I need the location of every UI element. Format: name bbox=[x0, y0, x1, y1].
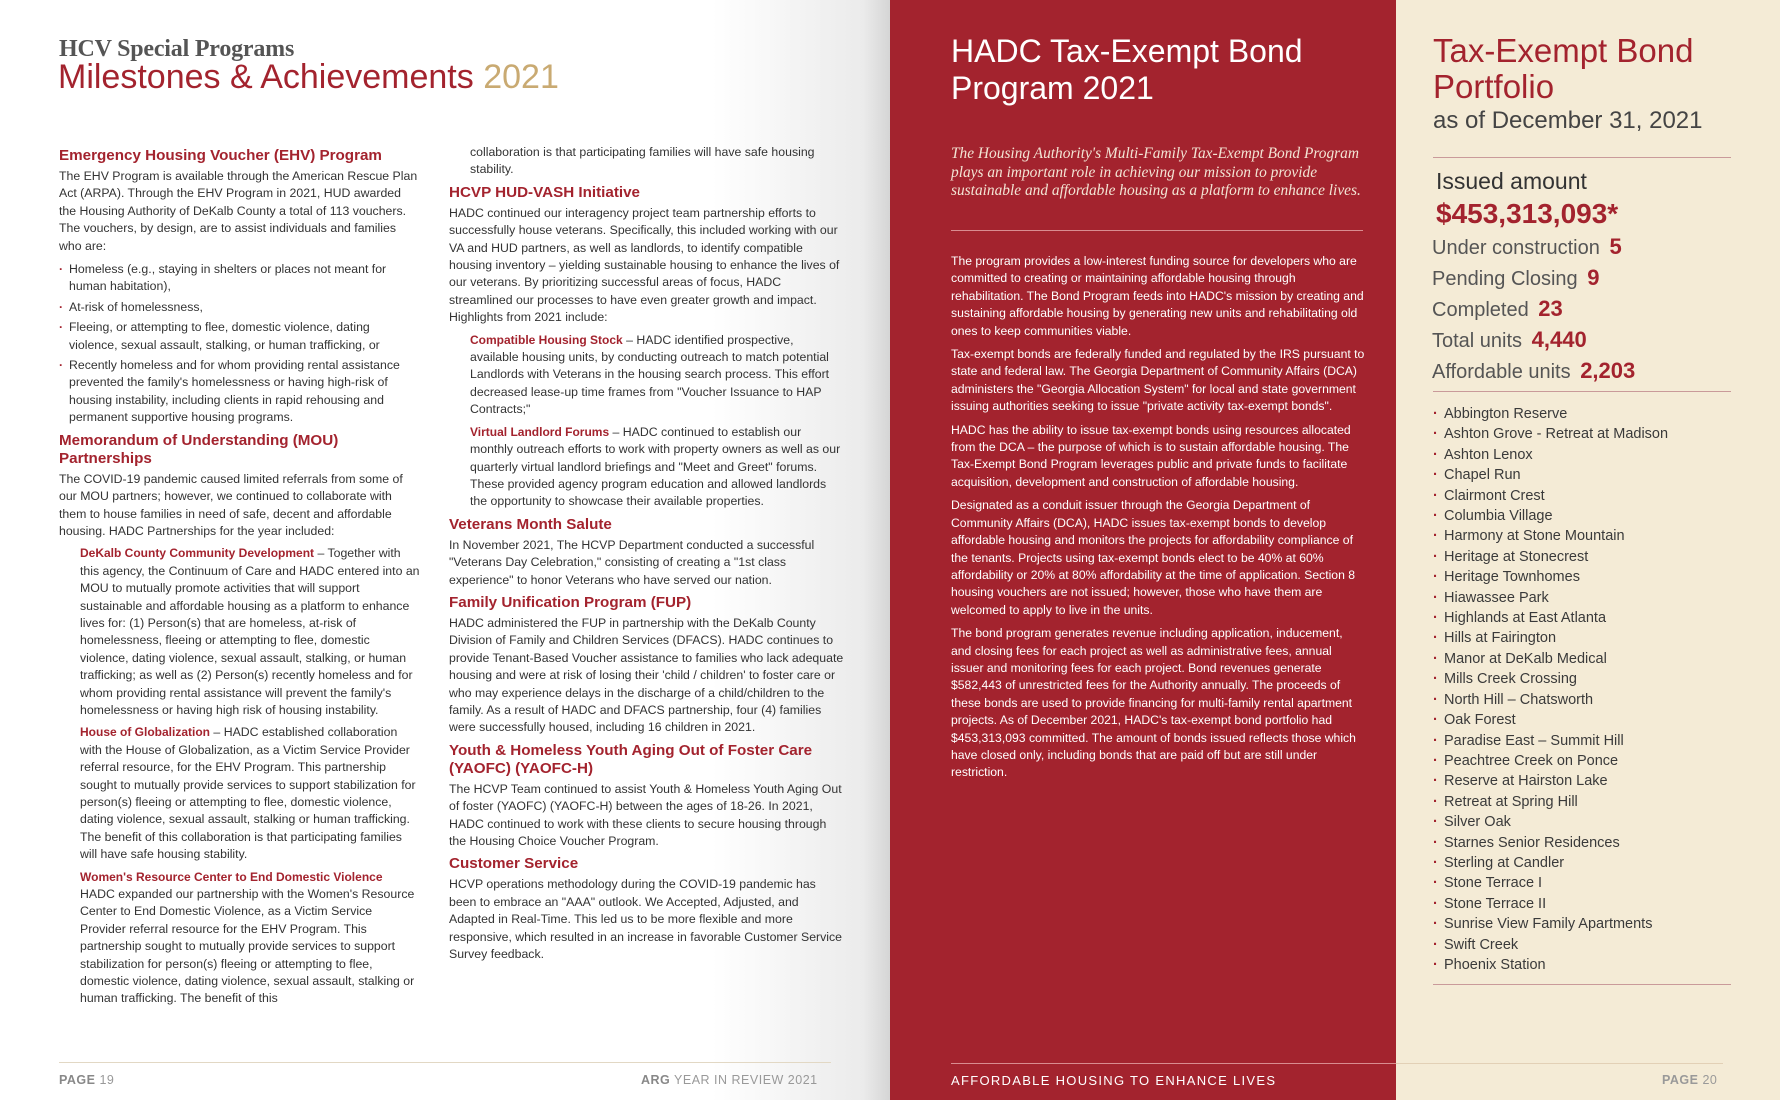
customer-service-paragraph: HCVP operations methodology during the COVID-19 pandemic has been to embrace an "AAA" outlook. We Accepted, Adjusted, and Adapted in Real-Time. This led us to be more flexible and more responsive, which resulted in an increase in favorable Customer Service Survey feedback. bbox=[449, 877, 843, 962]
list-item: · Recently homeless and for whom providing rental assistance prevented the family's homelessness or having high-risk of housing instability, including clients in rapid rehousing and permanent supportive housing programs. bbox=[59, 357, 421, 427]
stat-value: 4,440 bbox=[1531, 327, 1587, 352]
fup-heading: Family Unification Program (FUP) bbox=[449, 593, 692, 611]
globalization-text: – HADC established collaboration with the House of Globalization, as a Victim Service Provider referral resource, for the EHV Program. This partnership sought to mutually provide services to support stabilization for person(s) fleeing or attempting to flee, domestic violence, dating violence, sexual assault, stalking or human trafficking. The benefit of this collaboration is that participating families will have safe housing stability. bbox=[80, 725, 416, 862]
list-item: · Oak Forest bbox=[1433, 710, 1668, 730]
list-item: · Silver Oak bbox=[1433, 812, 1668, 832]
stat-label: Pending Closing bbox=[1432, 268, 1578, 290]
header-subtitle: HCV Special Programs bbox=[59, 36, 295, 62]
list-item: · Stone Terrace II bbox=[1433, 894, 1668, 914]
list-item: · Swift Creek bbox=[1433, 935, 1668, 955]
housing-stock-text: – HADC identified prospective, available housing units, by conducting outreach to match potential Landlords with Veterans in the housing search process. This effort decreased lease-up time frames from "Voucher Issuance to HAP Contracts;" bbox=[470, 332, 830, 417]
stat-value: 5 bbox=[1609, 234, 1622, 259]
portfolio-divider-middle bbox=[1433, 391, 1731, 392]
footer-page-label: PAGE bbox=[59, 1073, 96, 1087]
portfolio-title: Tax-Exempt Bond Portfolio bbox=[1433, 32, 1694, 105]
virtual-forums-title: Virtual Landlord Forums bbox=[470, 424, 610, 439]
bond-paragraph: Tax-exempt bonds are federally funded and regulated by the IRS pursuant to state and federal law. The Georgia Department of Community Affairs (DCA) administers the "Georgia Allocation System" for local and state government issuing authorities seeking to issue "private activity tax-exempt bonds". bbox=[951, 347, 1365, 414]
mou-paragraph: The COVID-19 pandemic caused limited referrals from some of our MOU partners; however, we continued to collaborate with them to house families in need of safe, decent and affordable housing. HADC Partnerships for the year included: bbox=[59, 471, 403, 538]
issued-amount-label: Issued amount bbox=[1436, 168, 1587, 194]
dekalb-text: – Together with this agency, the Continuum of Care and HADC entered into an MOU to mutually promote activities that will support sustainable and affordable housing as a platform to enhance lives for: (1) Person(s) that are homeless, at-risk of homelessness, fleeing or attempting to flee, domestic violence, dating violence, sexual assault, stalking, or human trafficking; as well as (2) Person(s) recently homeless and for whom providing rental assistance will prevent the family's homelessness or having high risk of housing instability. bbox=[80, 546, 420, 717]
bond-paragraph: The program provides a low-interest funding source for developers who are committed to creating or maintaining affordable housing through rehabilitation. The Bond Program feeds into HADC's mission by creating and sustaining affordable housing by generating new units and rehabilitating old ones to keep communities viable. bbox=[951, 254, 1364, 338]
footer-page-number bbox=[59, 1073, 114, 1087]
list-item: · Stone Terrace I bbox=[1433, 873, 1668, 893]
list-item: · Highlands at East Atlanta bbox=[1433, 608, 1668, 628]
footer-report-rest: YEAR IN REVIEW 2021 bbox=[674, 1073, 818, 1087]
list-item: · Phoenix Station bbox=[1433, 955, 1668, 975]
list-item: · Fleeing, or attempting to flee, domestic violence, dating violence, sexual assault, stalking, or human trafficking, or bbox=[59, 319, 421, 354]
customer-service-heading: Customer Service bbox=[449, 855, 579, 873]
issued-amount-value: $453,313,093* bbox=[1436, 198, 1619, 229]
portfolio-divider-top bbox=[1433, 157, 1731, 158]
list-item: · Heritage Townhomes bbox=[1433, 567, 1668, 587]
portfolio-divider-bottom bbox=[1433, 984, 1731, 985]
list-item: · Paradise East – Summit Hill bbox=[1433, 731, 1668, 751]
bond-portfolio-panel bbox=[1396, 0, 1780, 1100]
list-item: · Sunrise View Family Apartments bbox=[1433, 914, 1668, 934]
ehv-bullet-list bbox=[59, 261, 421, 427]
stat-label: Completed bbox=[1432, 299, 1529, 321]
list-item: · At-risk of homelessness, bbox=[59, 299, 421, 316]
housing-stock-paragraph bbox=[470, 332, 844, 419]
globalization-title: House of Globalization bbox=[80, 725, 211, 740]
list-item: · Heritage at Stonecrest bbox=[1433, 547, 1668, 567]
wrc-text: HADC expanded our partnership with the Women's Resource Center to End Domestic Violence, as a Victim Service Provider referral resource for the EHV Program. This partnership sought to mutually provide services to support stabilization for person(s) fleeing or attempting to flee, domestic violence, dating violence, sexual assault, stalking or human trafficking. The benefit of this bbox=[80, 887, 415, 1006]
ehv-paragraph: The EHV Program is available through the American Rescue Plan Act (ARPA). Through the EHV Program in 2021, HUD awarded the Housing Authority of DeKalb County a total of 113 vouchers. The vouchers, by design, are to assist individuals and families who are: bbox=[59, 169, 418, 253]
list-item: · Harmony at Stone Mountain bbox=[1433, 526, 1668, 546]
housing-stock-title: Compatible Housing Stock bbox=[470, 332, 623, 347]
stat-value: 2,203 bbox=[1580, 358, 1636, 383]
list-item: · Ashton Grove - Retreat at Madison bbox=[1433, 424, 1668, 444]
stat-label: Total units bbox=[1432, 330, 1523, 352]
mou-heading: Memorandum of Understanding (MOU) Partnerships bbox=[59, 431, 339, 467]
list-item: · Mills Creek Crossing bbox=[1433, 669, 1668, 689]
stat-total-units bbox=[1432, 325, 1762, 356]
veterans-heading: Veterans Month Salute bbox=[449, 515, 612, 533]
footer-page-label: PAGE bbox=[1662, 1073, 1699, 1087]
footer-page-num: 20 bbox=[1702, 1073, 1718, 1087]
footer-page-num: 19 bbox=[99, 1073, 115, 1087]
ehv-heading: Emergency Housing Voucher (EHV) Program bbox=[59, 147, 382, 164]
wrc-paragraph bbox=[80, 869, 421, 1008]
virtual-forums-paragraph bbox=[470, 424, 844, 511]
portfolio-date: as of December 31, 2021 bbox=[1433, 107, 1703, 134]
footer-page-number bbox=[1662, 1073, 1717, 1087]
property-list bbox=[1433, 404, 1668, 975]
bond-paragraph: The bond program generates revenue including application, inducement, and closing fees for each project as well as administrative fees, annual issuer and monitoring fees for each project. Bond revenues generate $582,443 of unrestricted fees for the Authority annually. The proceeds of these bonds are used to provide financing for multi-family rental apartment projects. As of December 2021, HADC's tax-exempt bond portfolio had $453,313,093 committed. The amount of bonds issued reflects those which have closed only, including bonds that are paid off but are still under restriction. bbox=[951, 626, 1356, 780]
dekalb-paragraph bbox=[80, 545, 421, 719]
stat-under-construction bbox=[1432, 232, 1762, 263]
list-item: · Homeless (e.g., staying in shelters or places not meant for human habitation), bbox=[59, 261, 421, 296]
bond-program-panel bbox=[890, 0, 1396, 1100]
footer-tagline: AFFORDABLE HOUSING TO ENHANCE LIVES bbox=[951, 1073, 1277, 1088]
list-item: · Clairmont Crest bbox=[1433, 486, 1668, 506]
list-item: · Hills at Fairington bbox=[1433, 628, 1668, 648]
globalization-paragraph bbox=[80, 724, 421, 863]
list-item: · Hiawassee Park bbox=[1433, 588, 1668, 608]
list-item: · Manor at DeKalb Medical bbox=[1433, 649, 1668, 669]
list-item: · Columbia Village bbox=[1433, 506, 1668, 526]
quote-divider bbox=[951, 230, 1363, 231]
portfolio-stats bbox=[1432, 232, 1762, 387]
list-item: · Abbington Reserve bbox=[1433, 404, 1668, 424]
dekalb-title: DeKalb County Community Development bbox=[80, 546, 315, 561]
bond-paragraph: HADC has the ability to issue tax-exempt bonds using resources allocated from the DCA – the purpose of which is to sustain affordable housing. The Tax-Exempt Bond Program leverages public and private funds to facilitate acquisition, development and construction of affordable housing. bbox=[951, 422, 1351, 489]
veterans-paragraph: In November 2021, The HCVP Department conducted a successful "Veterans Day Celebration," consisting of creating a "1st class experience" to honor Veterans who have served our nation. bbox=[449, 537, 815, 587]
stat-value: 9 bbox=[1587, 265, 1600, 290]
list-item: · Sterling at Candler bbox=[1433, 853, 1668, 873]
footer-report-bold: ARG bbox=[641, 1073, 671, 1087]
stat-completed bbox=[1432, 294, 1762, 325]
page-title-text: Milestones & Achievements bbox=[58, 58, 474, 96]
fup-paragraph: HADC administered the FUP in partnership with the DeKalb County Division of Family and Children Services (DFACS). HADC continues to provide Tenant-Based Voucher assistance to families who lack adequate housing and were at risk of losing their 'child / children' to foster care or who may experience delays in the discharge of a child/children to the family. As a result of HADC and DFACS partnership, four (4) families were successfully housed, including 16 children in 2021. bbox=[449, 615, 844, 735]
list-item: · Chapel Run bbox=[1433, 465, 1668, 485]
bond-program-quote: The Housing Authority's Multi-Family Tax-Exempt Bond Program plays an important role in achieving our mission to provide sustainable and affordable housing as a platform to enhance lives. bbox=[951, 145, 1361, 199]
wrc-title: Women's Resource Center to End Domestic Violence bbox=[80, 869, 383, 884]
bond-program-body bbox=[951, 253, 1366, 788]
footer-report-title bbox=[641, 1073, 818, 1087]
yaofc-paragraph: The HCVP Team continued to assist Youth & Homeless Youth Aging Out of foster (YAOFC) (YAOFC-H) between the ages of 18-26. In 2021, HADC continued to work with these clients to secure housing through the Housing Choice Voucher Program. bbox=[449, 781, 842, 848]
vash-paragraph: HADC continued our interagency project team partnership efforts to successfully house veterans. Specifically, this included working with our VA and HUD partners, as well as landlords, to identify compatible housing inventory – yielding sustainable housing to enhance the lives of our veterans. By prioritizing successful areas of focus, HADC streamlined our processes to have even greater growth and impact. Highlights from 2021 include: bbox=[449, 205, 840, 325]
stat-pending-closing bbox=[1432, 263, 1762, 294]
footer-divider bbox=[1396, 1063, 1723, 1064]
yaofc-heading: Youth & Homeless Youth Aging Out of Foster Care (YAOFC) (YAOFC-H) bbox=[449, 741, 813, 777]
stat-label: Under construction bbox=[1432, 237, 1600, 259]
list-item: · North Hill – Chatsworth bbox=[1433, 690, 1668, 710]
bond-program-title: HADC Tax-Exempt Bond Program 2021 bbox=[951, 33, 1303, 106]
vash-heading: HCVP HUD-VASH Initiative bbox=[449, 183, 640, 201]
page-title bbox=[58, 58, 559, 97]
list-item: · Retreat at Spring Hill bbox=[1433, 792, 1668, 812]
stat-value: 23 bbox=[1538, 296, 1563, 321]
bond-paragraph: Designated as a conduit issuer through the Georgia Department of Community Affairs (DCA), HADC issues tax-exempt bonds to develop affordable housing and monitors the projects for affordability compliance of the tenants. Projects using tax-exempt bonds elect to be 40% at 60% affordability or 20% at 80% affordability at the time of application. Section 8 housing vouchers are not issued; however, those who have them are welcomed to apply to live in the units. bbox=[951, 498, 1356, 617]
footer-divider bbox=[59, 1062, 831, 1063]
left-column-2 bbox=[449, 144, 844, 968]
wrc-continued: collaboration is that participating families will have safe housing stability. bbox=[470, 145, 815, 177]
list-item: · Reserve at Hairston Lake bbox=[1433, 771, 1668, 791]
page-title-year: 2021 bbox=[483, 58, 559, 96]
list-item: · Peachtree Creek on Ponce bbox=[1433, 751, 1668, 771]
stat-affordable-units bbox=[1432, 356, 1762, 387]
list-item: · Ashton Lenox bbox=[1433, 445, 1668, 465]
list-item: · Starnes Senior Residences bbox=[1433, 833, 1668, 853]
footer-divider bbox=[951, 1063, 1396, 1064]
virtual-forums-text: – HADC continued to establish our monthly outreach efforts to work with property owners as well as our quarterly virtual landlord briefings and "Meet and Greet" forums. These provided agency program education and allowed landlords the opportunity to showcase their available properties. bbox=[470, 424, 841, 509]
left-column-1 bbox=[59, 142, 421, 1013]
stat-label: Affordable units bbox=[1432, 361, 1571, 383]
